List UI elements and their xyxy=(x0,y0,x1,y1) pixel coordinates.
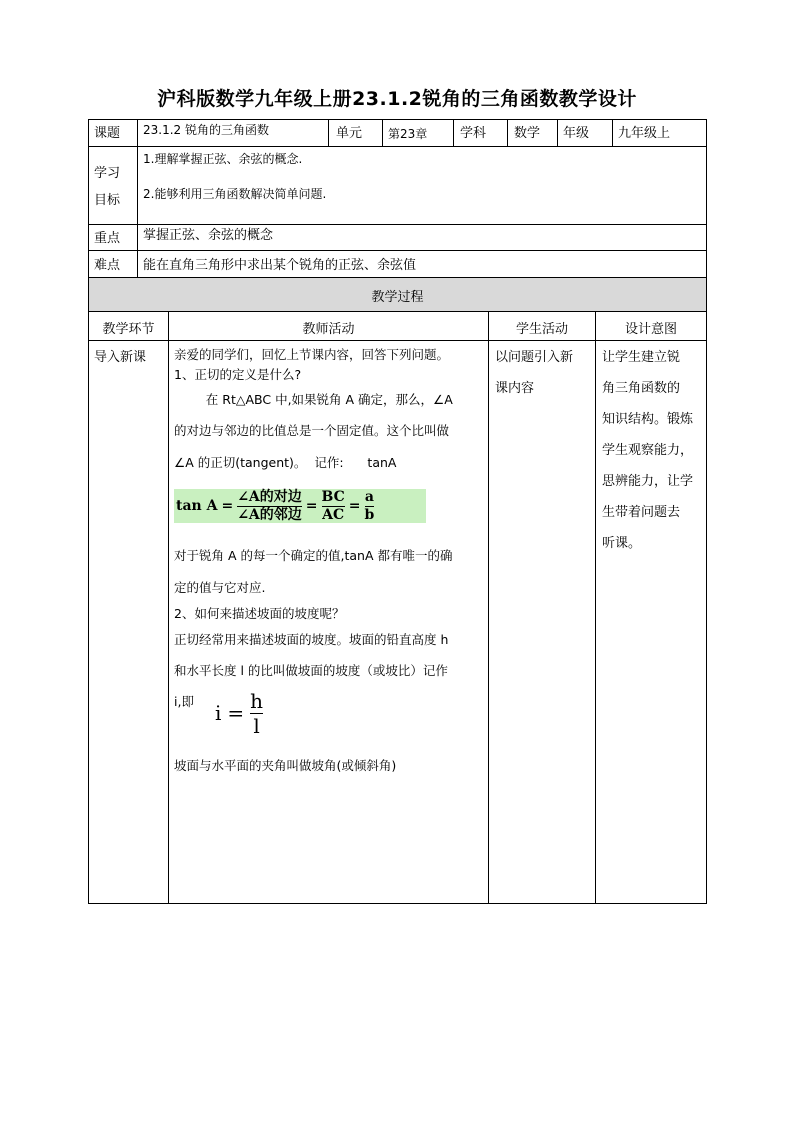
unit-value: 第23章 xyxy=(388,127,428,141)
intent-line: 生带着问题去 xyxy=(602,505,681,520)
intent-line: 学生观察能力， xyxy=(602,443,694,458)
process-header: 教学过程 xyxy=(371,290,424,305)
student-line: 以问题引入新 xyxy=(495,350,574,365)
document-title: 沪科版数学九年级上册23.1.2锐角的三角函数教学设计 xyxy=(157,88,637,110)
equals-sign: = xyxy=(227,701,245,725)
fraction-numerator: h xyxy=(250,688,264,713)
teacher-line: 正切经常用来描述坡面的坡度。坡面的铅直高度 h xyxy=(174,632,449,647)
teacher-line: 和水平长度 l 的比叫做坡面的坡度（或坡比）记作 xyxy=(174,663,448,678)
intent-line: 让学生建立锐 xyxy=(602,350,681,365)
unit-label: 单元 xyxy=(336,126,363,141)
grade-value: 九年级上 xyxy=(618,126,671,141)
col-intent-header: 设计意图 xyxy=(624,322,677,337)
teacher-line: 定的值与它对应. xyxy=(174,580,266,595)
teacher-line: 亲爱的同学们，回忆上节课内容，回答下列问题。 xyxy=(174,347,450,362)
intent-line: 思辨能力，让学 xyxy=(602,474,694,489)
goal-item-1: 1.理解掌握正弦、余弦的概念. xyxy=(143,152,303,166)
equals-sign: = xyxy=(305,498,318,514)
fraction-ratio-letters xyxy=(365,490,375,523)
fraction-denominator: l xyxy=(253,713,260,738)
fraction-denominator: ∠A的邻边 xyxy=(237,506,302,523)
difficulty-label: 难点 xyxy=(94,258,121,273)
equals-sign: = xyxy=(348,498,361,514)
col-stage-header: 教学环节 xyxy=(102,322,155,337)
col-student-header: 学生活动 xyxy=(515,322,568,337)
question-1: 1、正切的定义是什么? xyxy=(174,367,302,382)
intro-stage: 导入新课 xyxy=(94,350,147,365)
topic-label: 课题 xyxy=(94,126,121,141)
slope-formula xyxy=(215,686,263,740)
teacher-line: 坡面与水平面的夹角叫做坡角(或倾斜角) xyxy=(174,758,397,773)
tangent-formula xyxy=(174,489,426,523)
subject-label: 学科 xyxy=(460,126,487,141)
formula-lhs: i xyxy=(215,701,222,725)
fraction-slope xyxy=(250,690,263,737)
fraction-numerator: a xyxy=(364,488,374,505)
question-2: 2、如何来描述坡面的坡度呢？ xyxy=(174,606,345,621)
equals-sign: = xyxy=(221,498,234,514)
grade-label: 年级 xyxy=(563,126,590,141)
fraction-numerator: ∠A的对边 xyxy=(237,488,302,505)
subject-value: 数学 xyxy=(514,126,541,141)
intent-line: 听课。 xyxy=(602,536,642,551)
fraction-numerator: BC xyxy=(321,488,345,505)
teacher-line: 在 Rt△ABC 中,如果锐角 A 确定，那么，∠A xyxy=(174,392,453,407)
goals-label-line2: 目标 xyxy=(94,193,121,208)
student-line: 课内容 xyxy=(495,381,535,396)
fraction-ratio-words xyxy=(237,490,302,523)
teacher-line: ∠A 的正切(tangent)。 记作: tanA xyxy=(174,455,397,470)
topic-value: 23.1.2 锐角的三角函数 xyxy=(143,123,269,137)
goal-item-2: 2.能够利用三角函数解决简单问题. xyxy=(143,187,327,201)
fraction-denominator: AC xyxy=(322,506,345,523)
col-teacher-header: 教师活动 xyxy=(302,322,355,337)
key-point-label: 重点 xyxy=(94,231,121,246)
fraction-denominator: b xyxy=(364,506,375,523)
teacher-line: i,即 xyxy=(174,694,194,709)
teacher-line: 对于锐角 A 的每一个确定的值,tanA 都有唯一的确 xyxy=(174,548,453,563)
difficulty-value: 能在直角三角形中求出某个锐角的正弦、余弦值 xyxy=(143,258,417,273)
formula-lhs: tan A xyxy=(176,498,218,514)
teacher-line: 的对边与邻边的比值总是一个固定值。这个比叫做 xyxy=(174,423,450,438)
goals-label-line1: 学习 xyxy=(94,166,121,181)
fraction-ratio-sides xyxy=(322,490,345,523)
intent-line: 角三角函数的 xyxy=(602,381,681,396)
intent-line: 知识结构。锻炼 xyxy=(602,412,694,427)
key-point-value: 掌握正弦、余弦的概念 xyxy=(143,228,274,243)
